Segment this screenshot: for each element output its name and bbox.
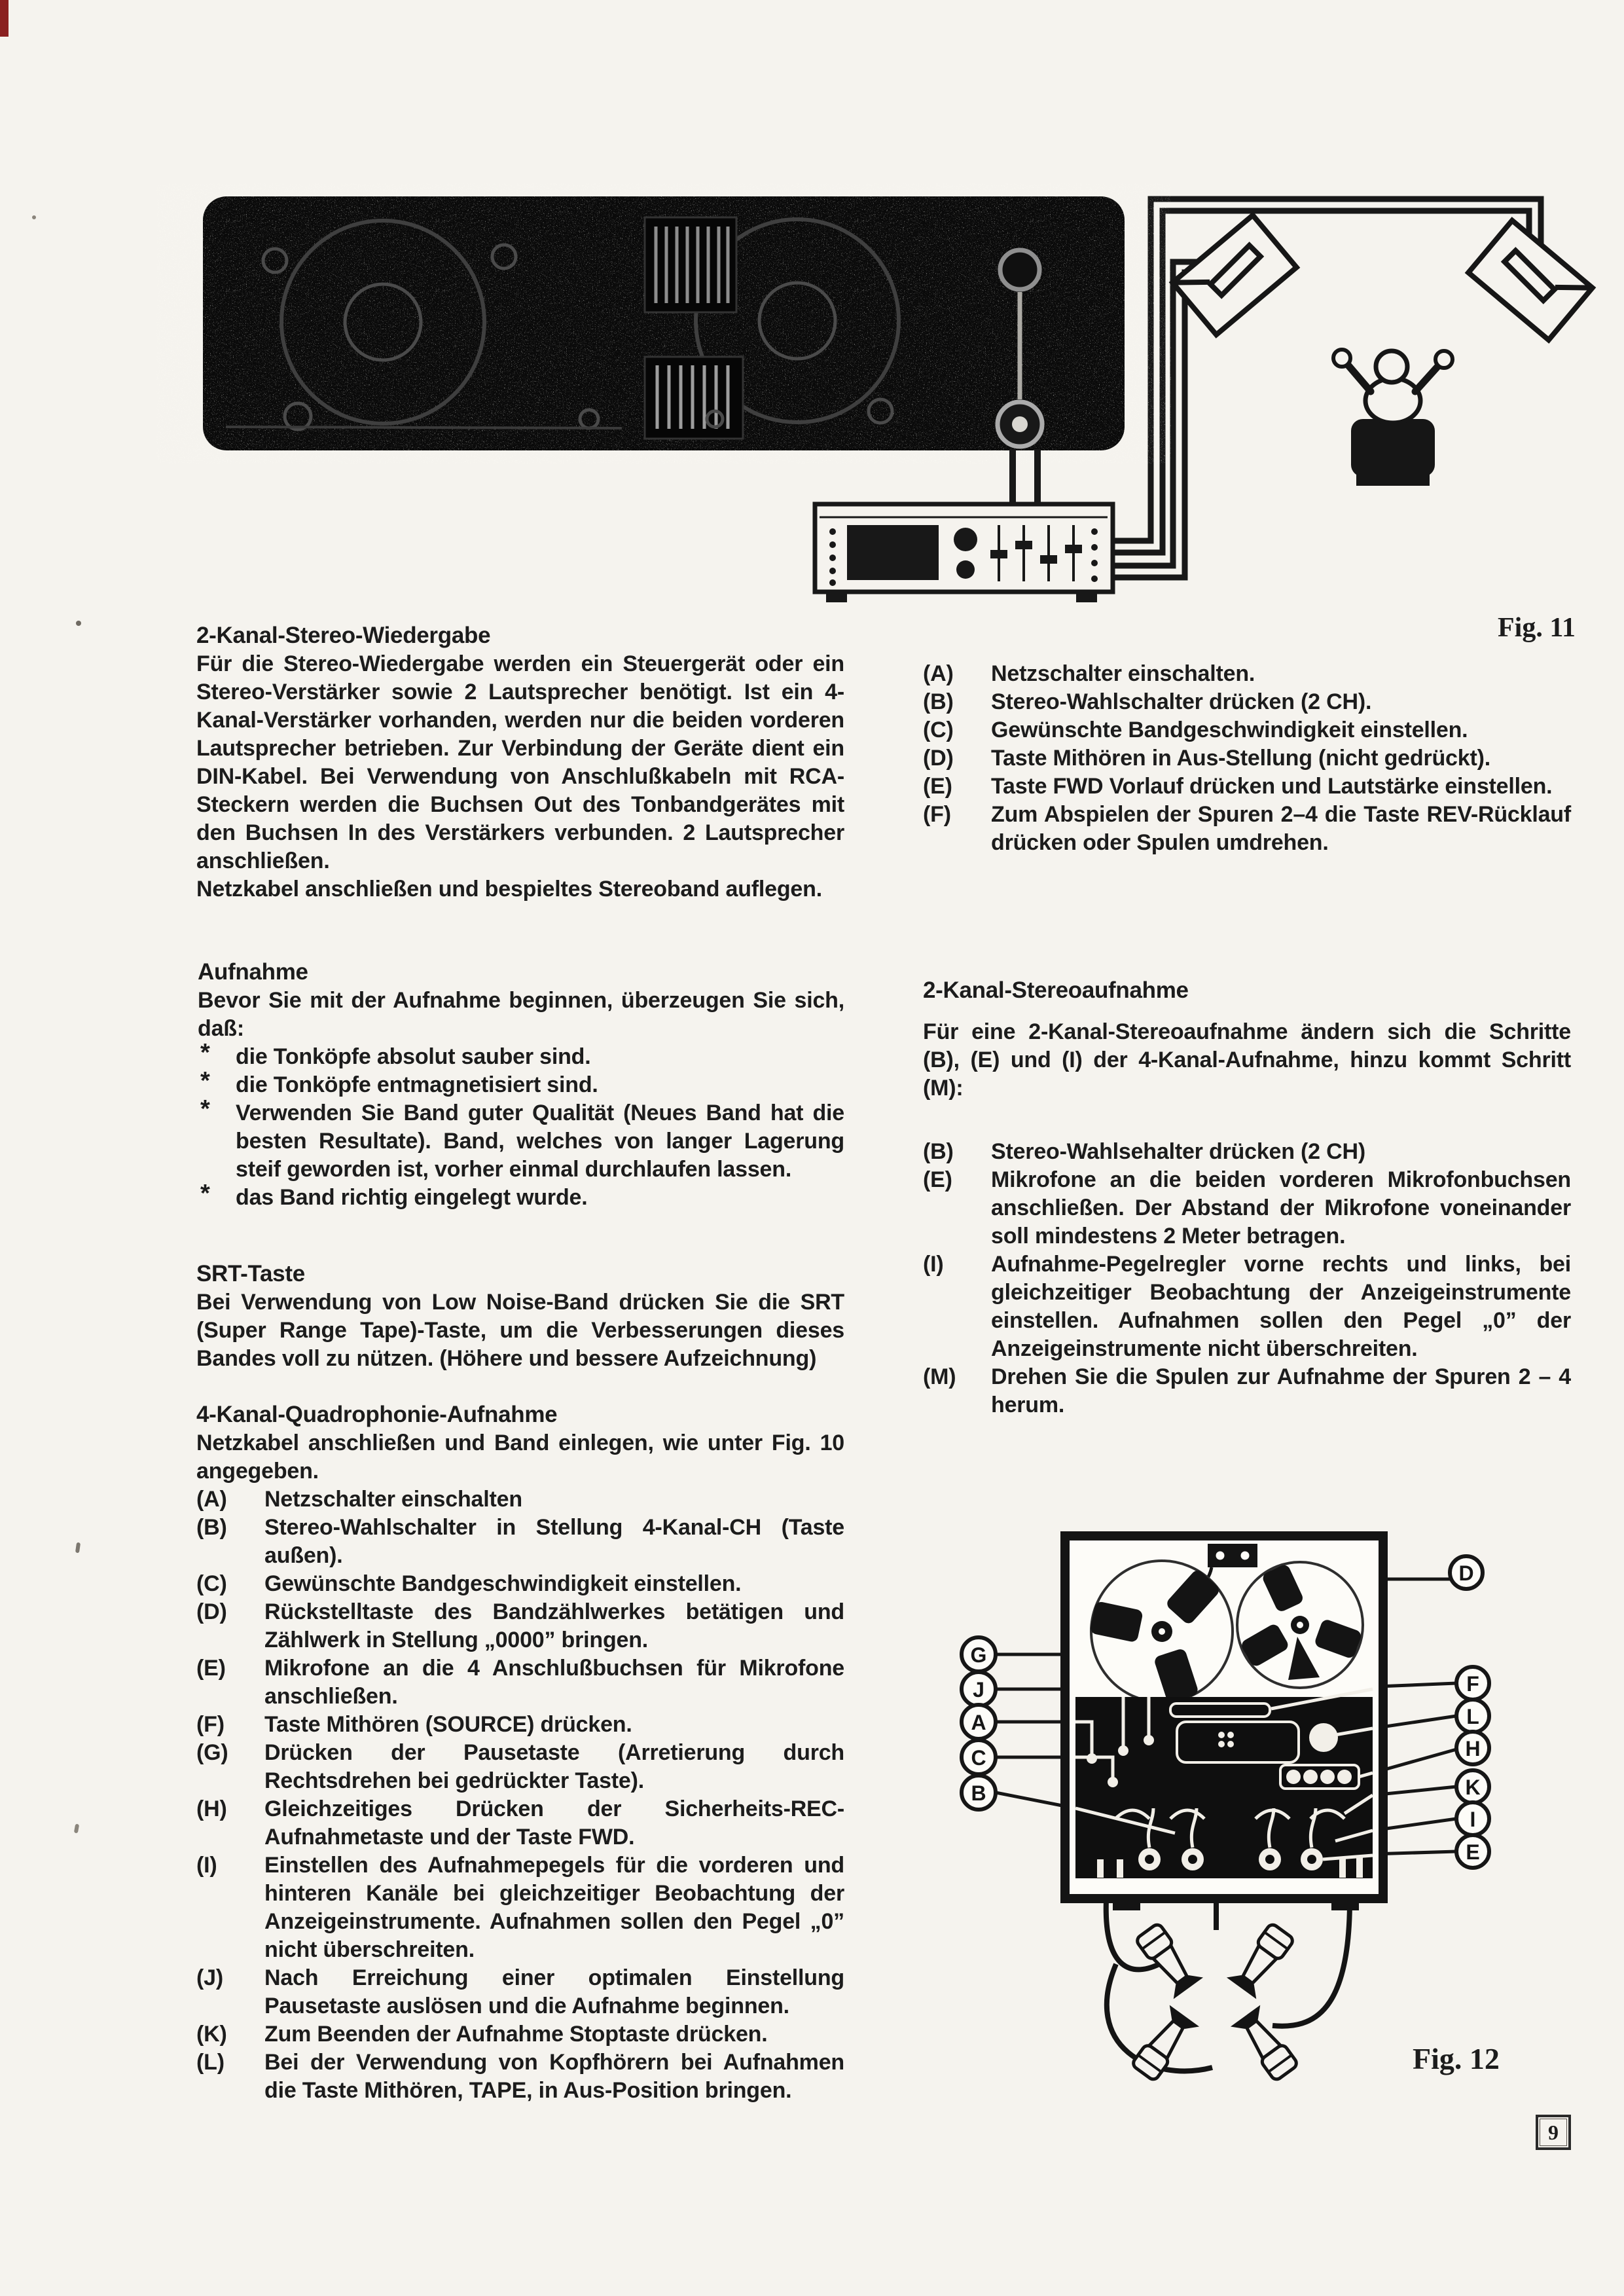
page-number: 9 [1536, 2115, 1571, 2150]
fig12-label: Fig. 12 [1413, 2042, 1500, 2075]
step-text: Zum Beenden der Aufnahme Stoptaste drücken. [264, 2022, 768, 2047]
step-text: Stereo-Wahlschalter in Stellung 4-Kanal-CH (Taste außen). [264, 1515, 844, 1568]
callout-letter: J [973, 1678, 984, 1702]
list-item [196, 1654, 844, 1711]
fig11-label: Fig. 11 [1498, 613, 1576, 643]
list-item [198, 1095, 844, 1184]
callout-letter: B [971, 1781, 986, 1805]
section-title-wiedergabe: 2-Kanal-Stereo-Wiedergabe [196, 623, 491, 648]
list-item [923, 660, 1571, 688]
list-item [923, 1363, 1571, 1419]
wiedergabe-steps [923, 660, 1571, 857]
step-text: Rückstelltaste des Bandzählwerkes betätigen und Zählwerk in Stellung „0000” bringen. [264, 1599, 844, 1652]
callout-letter: H [1465, 1737, 1481, 1760]
fig11-tape-deck-rear-photo [203, 196, 1125, 450]
bullet-marker: * [200, 1180, 210, 1207]
step-label: (B) [923, 1139, 954, 1164]
list-item [196, 1598, 844, 1654]
fig11-left-speaker [1172, 215, 1296, 335]
wiedergabe-paragraph-2: Netzkabel anschließen und bespieltes Stereoband auflegen. [196, 877, 822, 902]
bullet-marker: * [200, 1095, 210, 1123]
step-label: (I) [923, 1252, 944, 1277]
bullet-marker: * [200, 1039, 210, 1066]
fig11-illustration [203, 196, 1593, 643]
fig11-right-speaker [1468, 221, 1592, 340]
fig11-listener [1333, 350, 1453, 486]
section-srt [196, 1259, 844, 1373]
step-label: (D) [196, 1599, 227, 1624]
step-text: Taste Mithören in Aus-Stellung (nicht gedrückt). [991, 746, 1490, 771]
section-title-aufnahme: Aufnahme [198, 959, 308, 985]
list-item [196, 2049, 844, 2105]
fig11-speaker-wires [1113, 199, 1541, 577]
step-text: Drücken der Pausetaste (Arretierung durch Rechtsdrehen bei gedrückter Taste). [264, 1740, 844, 1793]
callout-letter: F [1466, 1672, 1479, 1696]
list-item [198, 1180, 844, 1212]
callout-letter: C [971, 1746, 986, 1770]
callout-letter: G [970, 1643, 987, 1667]
step-label: (A) [923, 661, 954, 686]
step-text: Taste FWD Vorlauf drücken und Lautstärke einstellen. [991, 774, 1553, 799]
list-item [923, 1138, 1571, 1166]
bullet-marker: * [200, 1067, 210, 1095]
step-label: (H) [196, 1796, 227, 1821]
step-text: Drehen Sie die Spulen zur Aufnahme der Spuren 2 – 4 herum. [991, 1364, 1571, 1417]
step-text: Stereo-Wahlschalter drücken (2 CH). [991, 689, 1372, 714]
list-item [196, 1739, 844, 1795]
callout-letter: D [1458, 1561, 1474, 1585]
list-item [923, 688, 1571, 716]
callout-letter: K [1465, 1776, 1481, 1799]
step-label: (C) [923, 718, 954, 742]
step-label: (E) [196, 1656, 226, 1681]
bullet-text: das Band richtig eingelegt wurde. [236, 1185, 588, 1210]
list-item [923, 773, 1571, 801]
bullet-text: die Tonköpfe absolut sauber sind. [236, 1044, 591, 1069]
step-label: (I) [196, 1853, 217, 1878]
step-label: (M) [923, 1364, 956, 1389]
step-text: Aufnahme-Pegelregler vorne rechts und links, bei gleichzeitiger Beobachtung der Anzeigeinstrumente einstellen. Aufnahmen sollen den Pegel „0” der Anzeigeinstrumente nicht überschreiten. [991, 1252, 1571, 1361]
list-item [923, 1250, 1571, 1363]
list-item [196, 1485, 844, 1514]
list-item [196, 1795, 844, 1851]
step-label: (F) [196, 1712, 225, 1737]
quadro-intro: Netzkabel anschließen und Band einlegen, wie unter Fig. 10 angegeben. [196, 1430, 844, 1484]
step-label: (K) [196, 2022, 227, 2047]
step-text: Netzschalter einschalten. [991, 661, 1255, 686]
fig11-amplifier [815, 504, 1113, 602]
bullet-text: Verwenden Sie Band guter Qualität (Neues Band hat die besten Resultate). Band, welches von langer Lagerung steif geworden ist, vorher einmal durchlaufen lassen. [236, 1101, 844, 1182]
stereoaufnahme-intro: Für eine 2-Kanal-Stereoaufnahme ändern sich die Schritte (B), (E) und (I) der 4-Kanal-Aufnahme, hinzu kommt Schritt (M): [923, 1019, 1571, 1101]
section-quadro [196, 1400, 844, 2105]
step-label: (A) [196, 1487, 227, 1512]
list-item [923, 1166, 1571, 1250]
list-item [196, 1851, 844, 1964]
section-stereoaufnahme [923, 975, 1571, 1419]
scan-artifacts [0, 0, 81, 1833]
step-label: (E) [923, 774, 952, 799]
step-label: (C) [196, 1571, 227, 1596]
step-label: (D) [923, 746, 954, 771]
step-text: Gewünschte Bandgeschwindigkeit einstellen. [264, 1571, 742, 1596]
section-title-quadro: 4-Kanal-Quadrophonie-Aufnahme [196, 1402, 558, 1427]
step-label: (E) [923, 1167, 952, 1192]
wiedergabe-paragraph: Für die Stereo-Wiedergabe werden ein Steuergerät oder ein Stereo-Verstärker sowie 2 Lautsprecher benötigt. Ist ein 4-Kanal-Verstärker vorhanden, werden nur die beiden vorderen Lautsprecher betrieben. Zur Verbindung der Geräte dient ein DIN-Kabel. Bei Verwendung von Anschlußkabeln mit RCA-Steckern werden die Buchsen Out des Tonbandgerätes mit den Buchsen In des Verstärkers verbunden. 2 Lautsprecher anschließen. [196, 651, 844, 873]
fig11-deck-to-amp-cables [1013, 449, 1038, 505]
srt-paragraph: Bei Verwendung von Low Noise-Band drücken Sie die SRT (Super Range Tape)-Taste, um die Verbesserungen dieses Bandes voll zu nützen. (Höhere und bessere Aufzeichnung) [196, 1290, 844, 1371]
step-text: Stereo-Wahlsehalter drücken (2 CH) [991, 1139, 1365, 1164]
callout-letter: I [1470, 1808, 1476, 1831]
list-item [923, 716, 1571, 744]
step-text: Einstellen des Aufnahmepegels für die vorderen und hinteren Kanäle bei gleichzeitiger Beobachtung der Anzeigeinstrumente. Aufnahmen sollen den Pegel „0” nicht überschreiten. [264, 1853, 844, 1962]
list-item [196, 1711, 844, 1739]
step-text: Netzschalter einschalten [264, 1487, 522, 1512]
step-label: (F) [923, 802, 951, 827]
step-text: Mikrofone an die 4 Anschlußbuchsen für Mikrofone anschließen. [264, 1656, 844, 1709]
callout-letter: A [971, 1711, 986, 1734]
step-text: Taste Mithören (SOURCE) drücken. [264, 1712, 632, 1737]
step-text: Mikrofone an die beiden vorderen Mikrofonbuchsen anschließen. Der Abstand der Mikrofone voneinander soll mindestens 2 Meter betragen. [991, 1167, 1571, 1248]
step-text: Gewünschte Bandgeschwindigkeit einstellen. [991, 718, 1468, 742]
step-label: (B) [196, 1515, 227, 1540]
fig12-diagram [962, 1536, 1500, 2084]
list-item [196, 2020, 844, 2049]
list-item [196, 1514, 844, 1570]
aufnahme-intro: Bevor Sie mit der Aufnahme beginnen, überzeugen Sie sich, daß: [198, 988, 844, 1041]
step-label: (G) [196, 1740, 228, 1765]
list-item [198, 1039, 844, 1071]
aufnahme-bullets [198, 1039, 844, 1212]
list-item [923, 744, 1571, 773]
section-aufnahme [198, 957, 844, 1212]
bullet-text: die Tonköpfe entmagnetisiert sind. [236, 1072, 598, 1097]
step-label: (J) [196, 1965, 223, 1990]
step-label: (L) [196, 2050, 225, 2075]
step-text: Gleichzeitiges Drücken der Sicherheits-REC-Aufnahmetaste und der Taste FWD. [264, 1796, 844, 1850]
list-item [196, 1964, 844, 2020]
step-text: Nach Erreichung einer optimalen Einstellung Pausetaste auslösen und die Aufnahme beginnen. [264, 1965, 844, 2018]
step-text: Bei der Verwendung von Kopfhörern bei Aufnahmen die Taste Mithören, TAPE, in Aus-Position bringen. [264, 2050, 844, 2103]
step-text: Zum Abspielen der Spuren 2–4 die Taste REV-Rücklauf drücken oder Spulen umdrehen. [991, 802, 1571, 855]
callout-letter: E [1466, 1840, 1480, 1864]
stereoaufnahme-steps [923, 1138, 1571, 1419]
step-label: (B) [923, 689, 954, 714]
quadro-steps [196, 1485, 844, 2105]
fig12-microphones [1128, 1920, 1301, 2084]
list-item [923, 801, 1571, 857]
section-title-stereoaufnahme: 2-Kanal-Stereoaufnahme [923, 977, 1189, 1003]
list-item [198, 1067, 844, 1099]
list-item [196, 1570, 844, 1598]
callout-letter: L [1466, 1705, 1479, 1728]
section-title-srt: SRT-Taste [196, 1261, 305, 1286]
section-wiedergabe [196, 621, 844, 903]
